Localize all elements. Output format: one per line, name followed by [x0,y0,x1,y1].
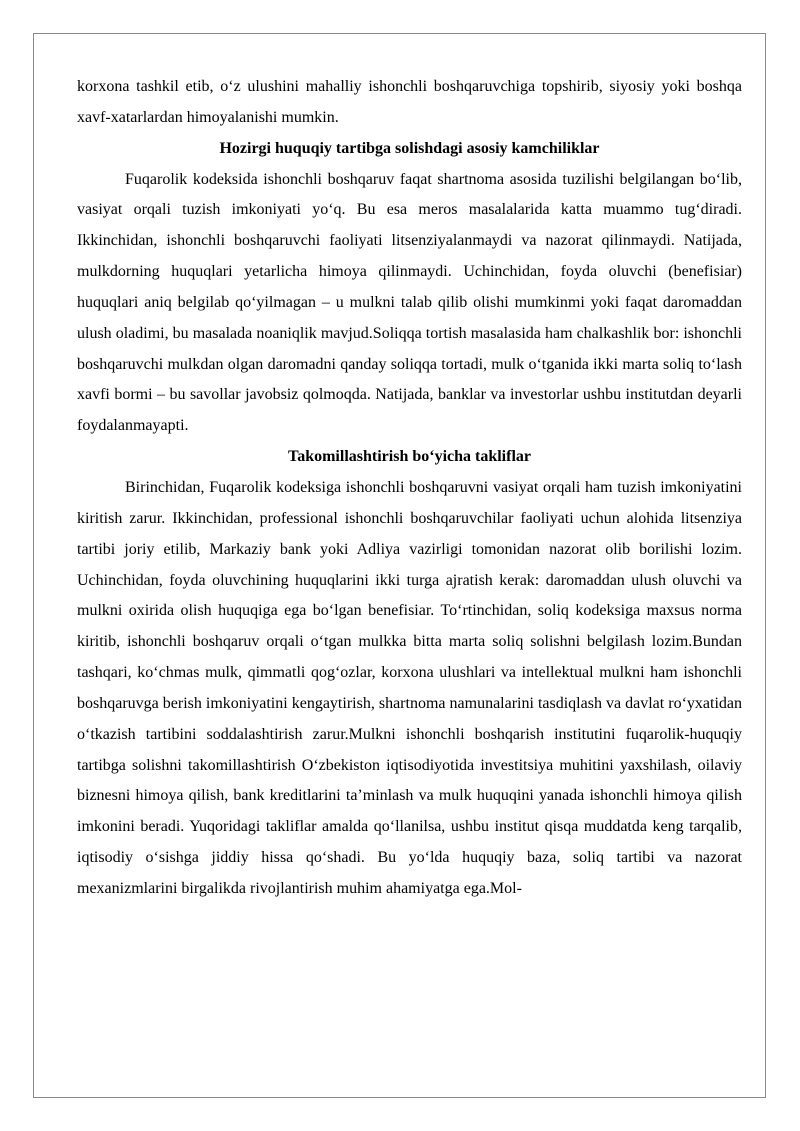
paragraph-proposals: Birinchidan, Fuqarolik kodeksiga ishonchli boshqaruvni vasiyat orqali ham tuzish imkoniyatini kiritish zarur. Ikkinchidan, professional ishonchli boshqaruvchilar faoliyati uchun alohida litsenziya tartibi joriy etilib, Markaziy bank yoki Adliya vazirligi tomonidan nazorat olib borilishi lozim. Uchinchidan, foyda oluvchining huquqlarini ikki turga ajratish kerak: daromaddan ulush oluvchi va mulkni oxirida olish huquqiga ega bo‘lgan benefisiar. To‘rtinchidan, soliq kodeksiga maxsus norma kiritib, ishonchli boshqaruv orqali o‘tgan mulkka bitta marta soliq solishni belgilash lozim.Bundan tashqari, ko‘chmas mulk, qimmatli qog‘ozlar, korxona ulushlari va intellektual mulkni ham ishonchli boshqaruvga berish imkoniyatini kengaytirish, shartnoma namunalarini tasdiqlash va davlat ro‘yxatidan o‘tkazish tartibini soddalashtirish zarur.Mulkni ishonchli boshqarish institutini fuqarolik-huquqiy tartibga solishni takomillashtirish O‘zbekiston iqtisodiyotida investitsiya muhitini yaxshilash, oilaviy biznesni himoya qilish, bank kreditlarini ta’minlash va mulk huquqini yanada ishonchli himoya qilish imkonini beradi. Yuqoridagi takliflar amalda qo‘llanilsa, ushbu institut qisqa muddatda keng tarqalib, iqtisodiy o‘sishga jiddiy hissa qo‘shadi. Bu yo‘lda huquqiy baza, soliq tartibi va nazorat mexanizmlarini birgalikda rivojlantirish muhim ahamiyatga ega.Mol- [77,478,742,897]
document-body [77,72,742,905]
section-heading-shortcomings: Hozirgi huquqiy tartibga solishdagi asosiy kamchiliklar [219,139,600,157]
section-heading-proposals: Takomillashtirish bo‘yicha takliflar [288,448,531,466]
paragraph-continued: korxona tashkil etib, o‘z ulushini mahalliy ishonchli boshqaruvchiga topshirib, siyosiy yoki boshqa xavf-xatarlardan himoyalanishi mumkin. [77,78,742,126]
paragraph-shortcomings: Fuqarolik kodeksida ishonchli boshqaruv faqat shartnoma asosida tuzilishi belgilangan bo‘lib, vasiyat orqali tuzish imkoniyati yo‘q. Bu esa meros masalalarida katta muammo tug‘diradi. Ikkinchidan, ishonchli boshqaruvchi faoliyati litsenziyalanmaydi va nazorat qilinmaydi. Natijada, mulkdorning huquqlari yetarlicha himoya qilinmaydi. Uchinchidan, foyda oluvchi (benefisiar) huquqlari aniq belgilab qo‘yilmagan – u mulkni talab qilib olishi mumkinmi yoki faqat daromaddan ulush oladimi, bu masalada noaniqlik mavjud.Soliqqa tortish masalasida ham chalkashlik bor: ishonchli boshqaruvchi mulkdan olgan daromadni qanday soliqqa tortadi, mulk o‘tganida ikki marta soliq to‘lash xavfi bormi – bu savollar javobsiz qolmoqda. Natijada, banklar va investorlar ushbu institutdan deyarli foydalanmayapti. [77,170,742,435]
